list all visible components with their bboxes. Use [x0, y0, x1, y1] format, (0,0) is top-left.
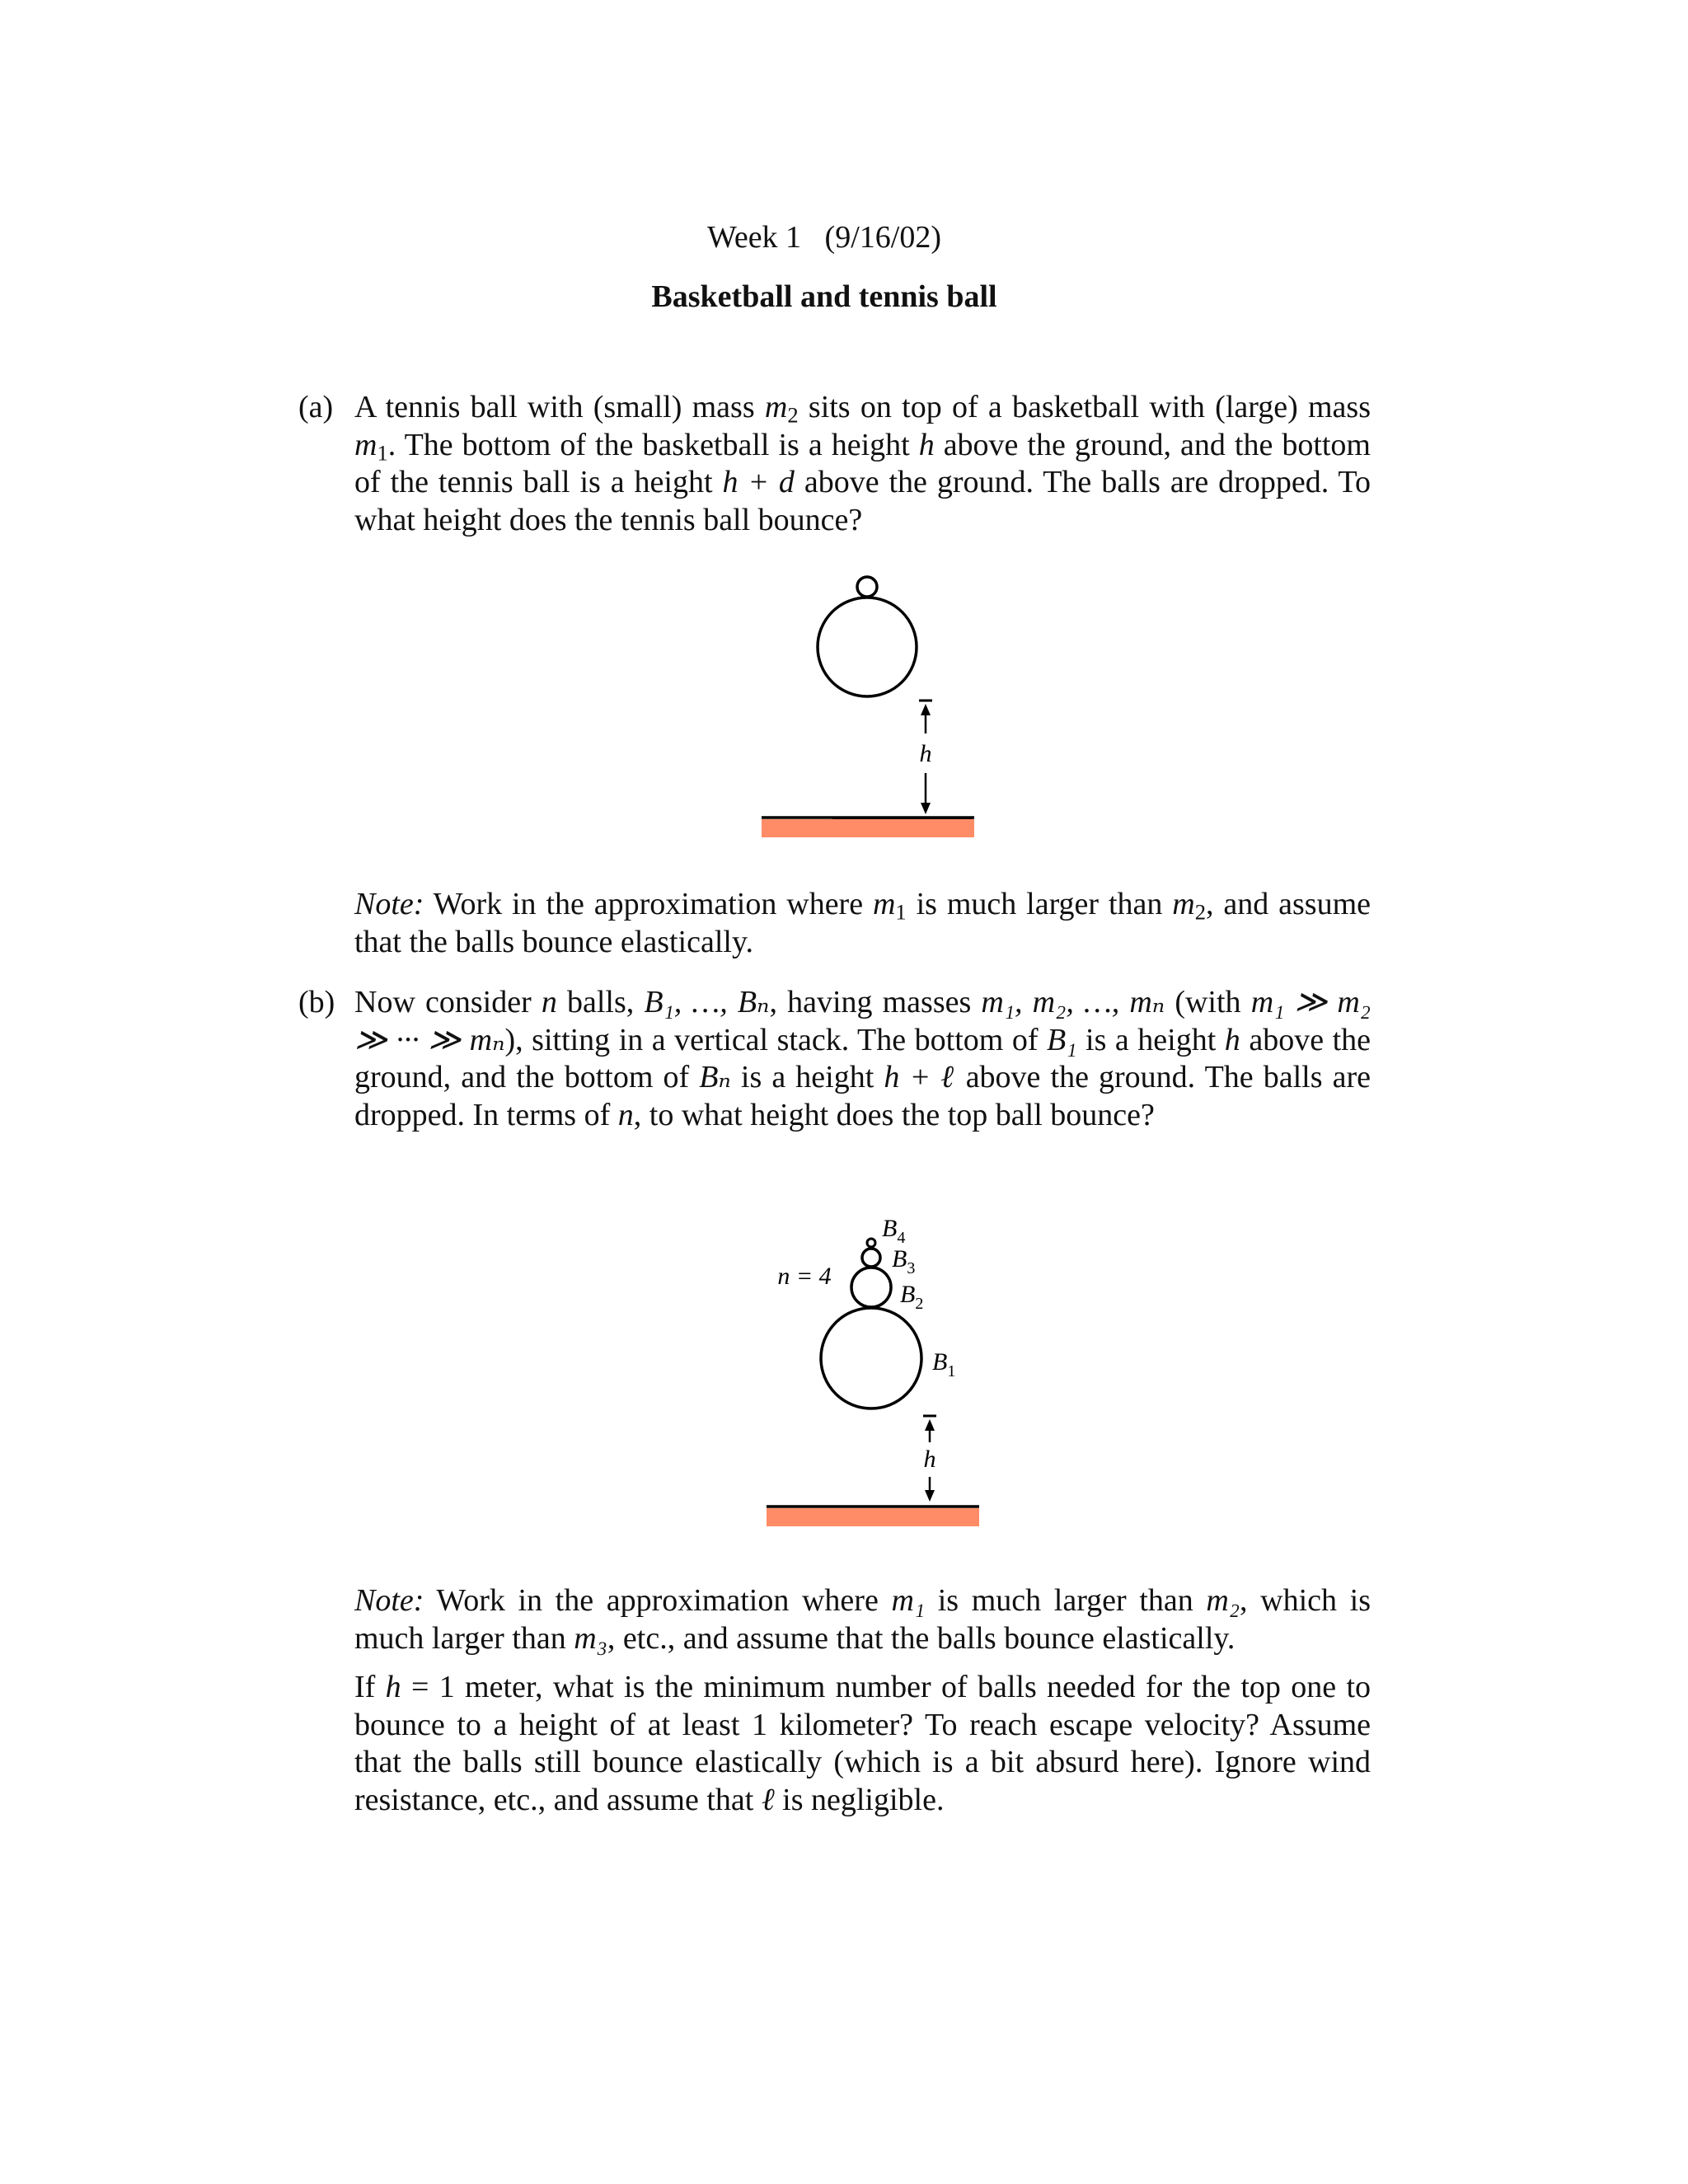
- part-a-label: (a): [298, 390, 334, 424]
- part-a-text: A tennis ball with (small) mass $m_2$ sits on top of a basketball with (large) mass $m_1$. The bottom of the basketball is a height h above the ground, and the bottom of the tennis ball is a height h + d above the ground. The balls are dropped. To what height does the tennis ball bounce?: [354, 390, 1371, 537]
- b1-label: $B_1$: [932, 1348, 956, 1380]
- height-arrow-up: [925, 1419, 935, 1431]
- part-b-note: Note: Work in the approximation where m₁ is much larger than m₂, which is much larger than m₃, etc., and assume that the balls bounce elastically.: [354, 1583, 1372, 1656]
- height-arrow-down: [925, 1490, 935, 1502]
- part-a-note: Note: Work in the approximation where $m_1$ is much larger than $m_2$, and assume that the balls bounce elastically.: [354, 887, 1372, 959]
- b3-label: $B_3$: [892, 1245, 916, 1277]
- ground: [762, 819, 974, 837]
- ball-b1: [821, 1308, 921, 1408]
- basketball: [818, 598, 917, 696]
- ball-b4: [867, 1239, 875, 1247]
- figure-b: [742, 1212, 1006, 1533]
- b4-label: $B_4$: [882, 1215, 906, 1247]
- page-header: Week 1 (9/16/02): [707, 220, 941, 255]
- b2-label: $B_2$: [900, 1281, 924, 1313]
- height-arrow-up: [921, 704, 931, 715]
- tennis-ball: [857, 577, 877, 597]
- part-b-question: If h = 1 meter, what is the minimum number of balls needed for the top one to bounce to a height of at least 1 kilometer? To reach escape velocity? Assume that the balls still bounce elastically (which is a bit absurd here). Ignore wind resistance, etc., and assume that ℓ is negligible.: [354, 1670, 1371, 1817]
- figure-a: [742, 569, 989, 841]
- height-label: h: [923, 1446, 936, 1473]
- part-b-text: Now consider n balls, B₁, …, Bₙ, having masses m₁, m₂, …, mₙ (with m₁ ≫ m₂ ≫ ··· ≫ mₙ), sitting in a vertical stack. The bottom of B₁ is a height h above the ground, and the bottom of Bₙ is a height h + ℓ above the ground. The balls are dropped. In terms of n, to what height does the top ball bounce?: [354, 985, 1372, 1132]
- problem-title: Basketball and tennis ball: [651, 279, 997, 314]
- ball-b3: [862, 1249, 880, 1267]
- height-label: h: [919, 740, 932, 767]
- part-b-label: (b): [298, 985, 335, 1019]
- n-label: n = 4: [777, 1263, 832, 1290]
- height-arrow-down: [921, 803, 931, 814]
- ball-b2: [851, 1268, 891, 1307]
- ground: [767, 1508, 979, 1526]
